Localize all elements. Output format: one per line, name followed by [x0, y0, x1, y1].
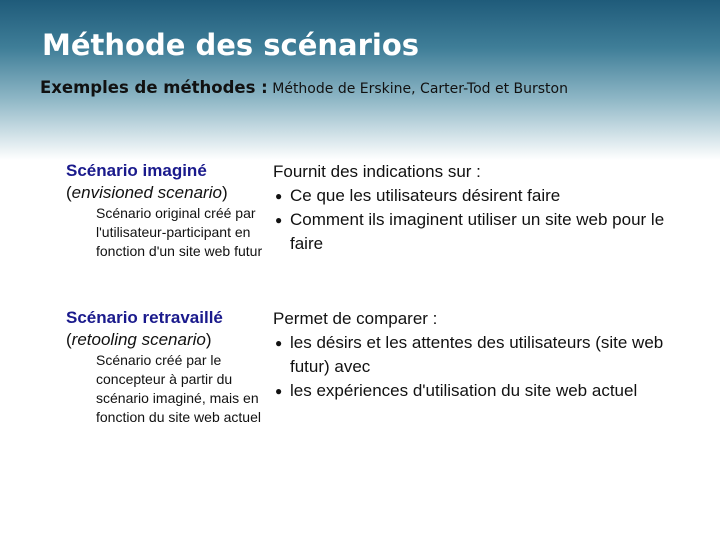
- detail-column: [273, 307, 673, 403]
- term-name: Scénario imaginé: [66, 161, 207, 180]
- term-column: [66, 307, 266, 427]
- detail-column: [273, 160, 673, 256]
- bullet-icon: ●: [275, 189, 283, 203]
- slide-subtitle: [40, 78, 568, 98]
- list-item: ● Ce que les utilisateurs désirent faire: [273, 184, 673, 208]
- list-item: ● les désirs et les attentes des utilisateurs (site web futur) avec: [275, 333, 664, 376]
- term-name: Scénario retravaillé: [66, 308, 223, 327]
- subtitle-lead: Exemples de méthodes :: [40, 78, 268, 97]
- term-description: Scénario créé par le concepteur à partir du scénario imaginé, mais en fonction du site web actuel: [96, 352, 261, 425]
- term-description: Scénario original créé par l'utilisateur-participant en fonction d'un site web futur: [96, 205, 263, 259]
- bullet-icon: ●: [275, 213, 283, 227]
- slide-title: Méthode des scénarios: [42, 28, 420, 62]
- term-english: (envisioned scenario): [66, 183, 228, 202]
- detail-intro: Permet de comparer :: [273, 309, 438, 328]
- bullet-icon: ●: [275, 384, 283, 398]
- detail-list: [273, 184, 673, 256]
- subtitle-rest: Méthode de Erskine, Carter-Tod et Burston: [272, 81, 568, 97]
- term-english: (retooling scenario): [66, 330, 212, 349]
- detail-list: [273, 331, 673, 403]
- detail-intro: Fournit des indications sur :: [273, 162, 481, 181]
- list-item: ● Comment ils imaginent utiliser un site web pour le faire: [275, 210, 665, 253]
- list-item: ● les expériences d'utilisation du site web actuel: [273, 379, 673, 403]
- bullet-icon: ●: [275, 336, 283, 350]
- term-column: [66, 160, 266, 261]
